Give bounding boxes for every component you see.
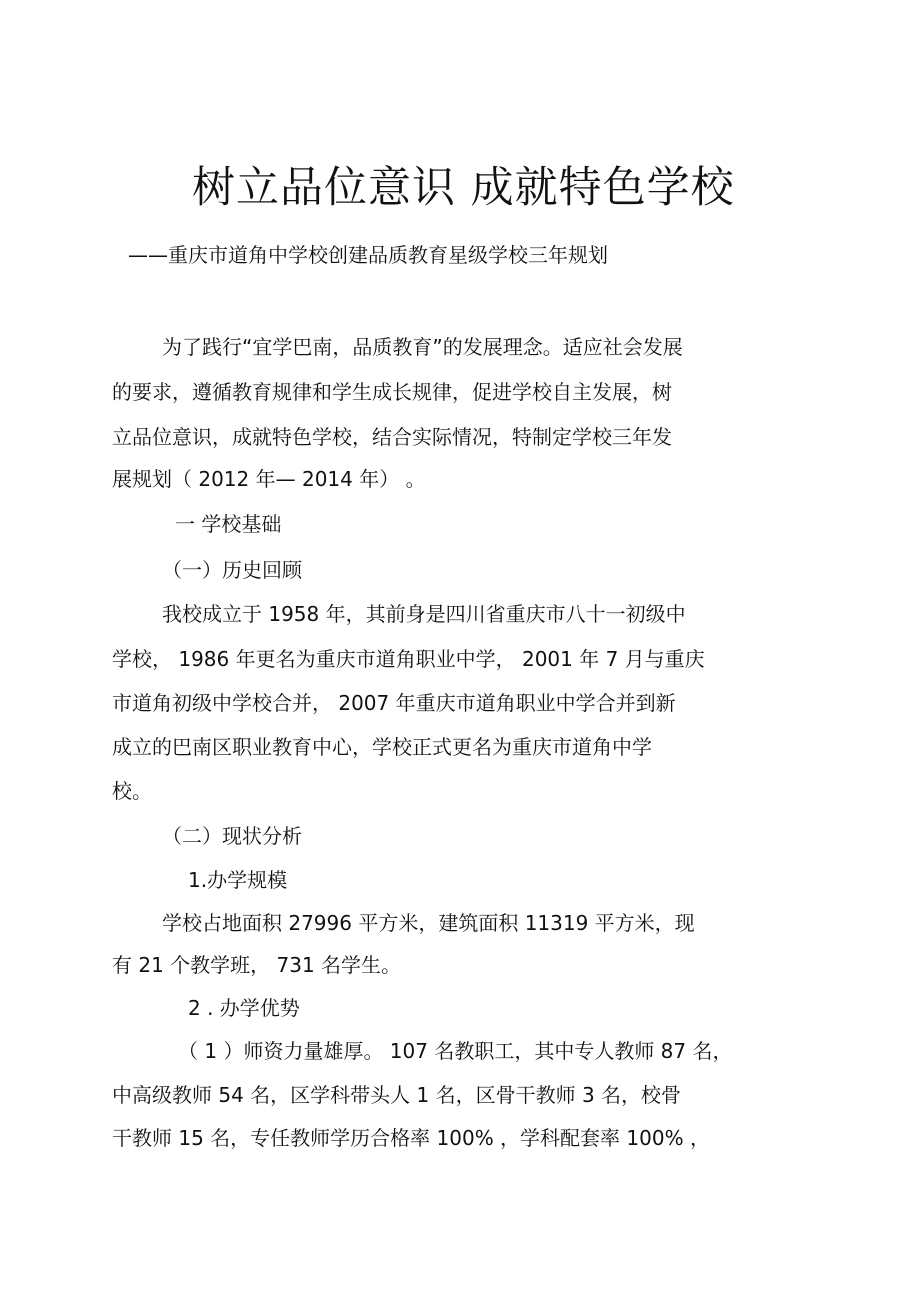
document-title: 树立品位意识 成就特色学校: [192, 163, 735, 213]
advantage-line: 中高级教师 54 名，区学科带头人 1 名，区骨干教师 3 名，校骨: [112, 1083, 682, 1107]
subsection-heading: （一）历史回顾: [162, 558, 302, 582]
subsection-heading: （二）现状分析: [162, 824, 302, 848]
history-line: 学校， 1986 年更名为重庆市道角职业中学， 2001 年 7 月与重庆: [112, 647, 705, 671]
history-line: 成立的巴南区职业教育中心，学校正式更名为重庆市道角中学: [112, 735, 652, 759]
advantage-line: 干教师 15 名，专任教师学历合格率 100% ，学科配套率 100% ，: [112, 1126, 710, 1150]
history-line: 校。: [112, 779, 152, 803]
scale-line: 学校占地面积 27996 平方米，建筑面积 11319 平方米，现: [162, 911, 695, 935]
history-line: 市道角初级中学校合并， 2007 年重庆市道角职业中学合并到新: [112, 691, 676, 715]
intro-line: 立品位意识，成就特色学校，结合实际情况，特制定学校三年发: [112, 425, 672, 449]
scale-line: 有 21 个教学班， 731 名学生。: [112, 953, 402, 977]
document-subtitle: ——重庆市道角中学校创建品质教育星级学校三年规划: [128, 243, 608, 267]
item-heading: 2 . 办学优势: [188, 996, 300, 1020]
intro-line: 展规划（ 2012 年— 2014 年） 。: [112, 467, 426, 491]
intro-line: 的要求，遵循教育规律和学生成长规律，促进学校自主发展，树: [112, 380, 672, 404]
history-line: 我校成立于 1958 年，其前身是四川省重庆市八十一初级中: [162, 602, 686, 626]
advantage-line: （ 1 ）师资力量雄厚。 107 名教职工，其中专人教师 87 名，: [178, 1039, 733, 1063]
intro-line: 为了践行“宜学巴南，品质教育”的发展理念。适应社会发展: [162, 335, 683, 359]
item-heading: 1.办学规模: [188, 868, 288, 892]
section-heading: 一 学校基础: [175, 512, 282, 536]
